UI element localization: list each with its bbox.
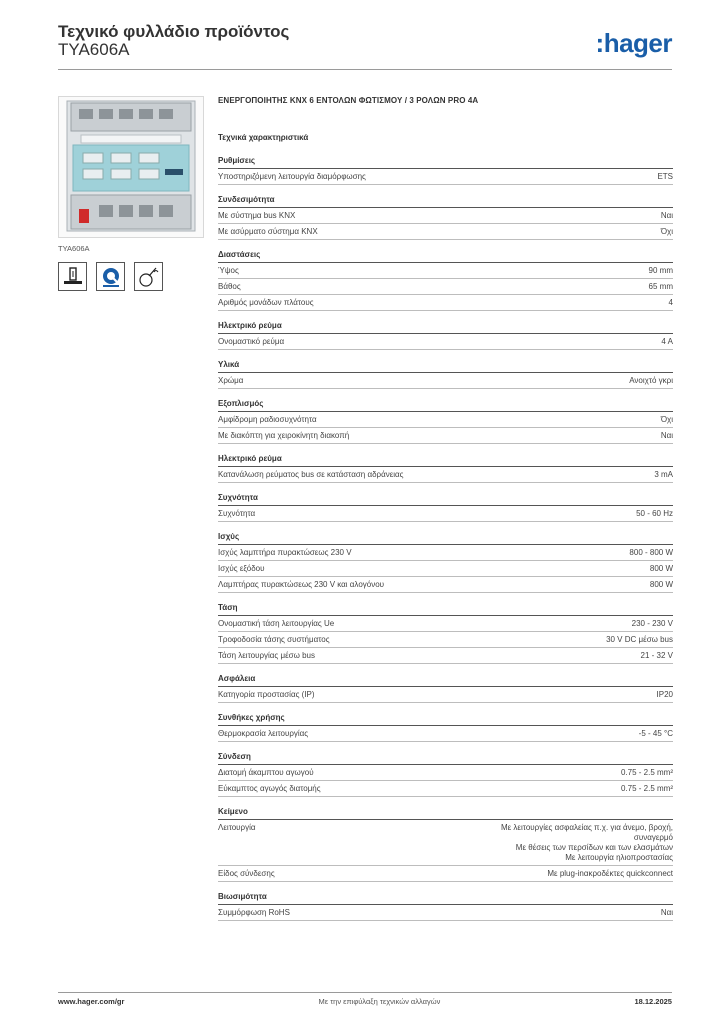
spec-row: [218, 295, 673, 311]
spec-label: Τάση λειτουργίας μέσω bus: [218, 651, 315, 660]
spec-value-list: [501, 823, 673, 863]
spec-label: Αριθμός μονάδων πλάτους: [218, 298, 314, 307]
spec-value: -5 - 45 °C: [638, 729, 673, 738]
spec-label: Αμφίδρομη ραδιοσυχνότητα: [218, 415, 317, 424]
spec-row: [218, 616, 673, 632]
spec-group: [218, 807, 673, 882]
spec-label: Εύκαμπτος αγωγός διατομής: [218, 784, 321, 793]
spec-group-title: Ηλεκτρικό ρεύμα: [218, 321, 673, 334]
header-divider: [58, 69, 672, 70]
spec-groups: [218, 156, 673, 921]
spec-value: 0.75 - 2.5 mm²: [620, 784, 673, 793]
spec-value: 800 - 800 W: [629, 548, 673, 557]
spec-row: [218, 687, 673, 703]
spec-row: [218, 373, 673, 389]
spec-value: 50 - 60 Hz: [636, 509, 673, 518]
product-image: [58, 96, 204, 238]
spec-value: 30 V DC μέσω bus: [606, 635, 673, 644]
spec-label: Υποστηριζόμενη λειτουργία διαμόρφωσης: [218, 172, 366, 181]
spec-value: Όχι: [660, 415, 673, 424]
spec-group: [218, 713, 673, 742]
spec-value-line: Με λειτουργία ηλιοπροστασίας: [565, 853, 673, 862]
pictogram-row: [58, 262, 163, 291]
spec-row: [218, 334, 673, 350]
footer-note: Με την επιφύλαξη τεχνικών αλλαγών: [318, 997, 441, 1006]
spec-group-title: Κείμενο: [218, 807, 673, 820]
spec-group-title: Συχνότητα: [218, 493, 673, 506]
footer-date: 18.12.2025: [634, 997, 672, 1006]
spec-group-title: Ισχύς: [218, 532, 673, 545]
spec-group: [218, 250, 673, 311]
spec-row: [218, 866, 673, 882]
spec-group: [218, 532, 673, 593]
product-code: TYA606A: [58, 40, 130, 59]
spec-row: [218, 632, 673, 648]
spec-label: Ύψος: [218, 266, 239, 275]
spec-row: [218, 506, 673, 522]
spec-row: [218, 820, 673, 866]
spec-group: [218, 454, 673, 483]
spec-group-title: Υλικά: [218, 360, 673, 373]
spec-group-title: Εξοπλισμός: [218, 399, 673, 412]
spec-value: Όχι: [660, 227, 673, 236]
spec-group: [218, 156, 673, 185]
spec-group: [218, 603, 673, 664]
spec-value: Με plug-inακροδέκτες quickconnect: [547, 869, 673, 878]
spec-label: Βάθος: [218, 282, 241, 291]
spec-group-title: Ηλεκτρικό ρεύμα: [218, 454, 673, 467]
spec-value-line: Με θέσεις των περσίδων και των ελασμάτων: [515, 843, 673, 852]
spec-row: [218, 781, 673, 797]
spec-label: Είδος σύνδεσης: [218, 869, 275, 878]
spec-group: [218, 493, 673, 522]
spec-label: Συχνότητα: [218, 509, 256, 518]
spec-label: Κατανάλωση ρεύματος bus σε κατάσταση αδράνειας: [218, 470, 404, 479]
spec-value: IP20: [656, 690, 673, 699]
spec-label: Με διακόπτη για χειροκίνητη διακοπή: [218, 431, 350, 440]
spec-label: Θερμοκρασία λειτουργίας: [218, 729, 309, 738]
spec-value: 800 W: [649, 580, 673, 589]
spec-label: Ισχύς εξόδου: [218, 564, 265, 573]
spec-value: 0.75 - 2.5 mm²: [620, 768, 673, 777]
spec-group: [218, 360, 673, 389]
spec-label: Ονομαστική τάση λειτουργίας Ue: [218, 619, 335, 628]
spec-value: 65 mm: [648, 282, 673, 291]
spec-row: [218, 279, 673, 295]
din-rail-icon: [58, 262, 87, 291]
spec-value: 800 W: [649, 564, 673, 573]
spec-value: 3 mA: [654, 470, 673, 479]
spec-value: 4 A: [661, 337, 673, 346]
spec-group-title: Βιωσιμότητα: [218, 892, 673, 905]
spec-label: Ονομαστικό ρεύμα: [218, 337, 285, 346]
spec-label: Διατομή άκαμπτου αγωγού: [218, 768, 314, 777]
spec-row: [218, 905, 673, 921]
spec-row: [218, 467, 673, 483]
spec-row: [218, 263, 673, 279]
hager-logo: :hager: [595, 28, 672, 58]
spec-group-title: Σύνδεση: [218, 752, 673, 765]
spec-row: [218, 412, 673, 428]
spec-group: [218, 892, 673, 921]
spec-row: [218, 169, 673, 185]
spec-row: [218, 545, 673, 561]
spec-value: ETS: [657, 172, 673, 181]
flame-test-icon: [134, 262, 163, 291]
spec-row: [218, 765, 673, 781]
spec-label: Λαμπτήρας πυρακτώσεως 230 V και αλογόνου: [218, 580, 385, 589]
spec-group: [218, 399, 673, 444]
spec-row: [218, 577, 673, 593]
spec-label: Κατηγορία προστασίας (IP): [218, 690, 315, 699]
spec-value: 90 mm: [648, 266, 673, 275]
spec-group: [218, 752, 673, 797]
spec-label: Τροφοδοσία τάσης συστήματος: [218, 635, 330, 644]
spec-row: [218, 726, 673, 742]
spec-label: Λειτουργία: [218, 823, 256, 832]
spec-label: Ισχύς λαμπτήρα πυρακτώσεως 230 V: [218, 548, 352, 557]
spec-row: [218, 208, 673, 224]
spec-group: [218, 674, 673, 703]
spec-row: [218, 428, 673, 444]
spec-value: Ανοιχτό γκρι: [629, 376, 673, 385]
footer-url[interactable]: www.hager.com/gr: [58, 997, 125, 1006]
quickconnect-icon: [96, 262, 125, 291]
spec-label: Χρώμα: [218, 376, 244, 385]
spec-row: [218, 561, 673, 577]
spec-group-title: Διαστάσεις: [218, 250, 673, 263]
section-title: Τεχνικά χαρακτηριστικά: [218, 133, 309, 142]
spec-value: Ναι: [660, 211, 673, 220]
product-image-caption: TYA606A: [58, 244, 90, 253]
spec-group-title: Συνδεσιμότητα: [218, 195, 673, 208]
page-title: Τεχνικό φυλλάδιο προϊόντος: [58, 22, 290, 41]
spec-label: Συμμόρφωση RoHS: [218, 908, 290, 917]
footer: [58, 997, 672, 1006]
spec-value: Ναι: [660, 431, 673, 440]
spec-value: 230 - 230 V: [631, 619, 673, 628]
spec-value: Ναι: [660, 908, 673, 917]
spec-value: 21 - 32 V: [640, 651, 673, 660]
spec-value-line: Με λειτουργίες ασφαλείας π.χ. για άνεμο, βροχή,: [500, 823, 673, 832]
spec-row: [218, 648, 673, 664]
spec-label: Με σύστημα bus KNX: [218, 211, 296, 220]
footer-divider: [58, 992, 672, 993]
spec-value: 4: [668, 298, 673, 307]
spec-group: [218, 321, 673, 350]
spec-group: [218, 195, 673, 240]
spec-label: Με ασύρματο σύστημα KNX: [218, 227, 318, 236]
spec-row: [218, 224, 673, 240]
spec-group-title: Συνθήκες χρήσης: [218, 713, 673, 726]
spec-group-title: Τάση: [218, 603, 673, 616]
spec-group-title: Ρυθμίσεις: [218, 156, 673, 169]
spec-group-title: Ασφάλεια: [218, 674, 673, 687]
document-title: ΕΝΕΡΓΟΠΟΙΗΤΗΣ KNX 6 ΕΝΤΟΛΩΝ ΦΩΤΙΣΜΟΥ / 3 ΡΟΛΩΝ PRO 4A: [218, 96, 479, 105]
spec-content: [218, 96, 673, 931]
spec-value-line: συναγερμό: [633, 833, 673, 842]
